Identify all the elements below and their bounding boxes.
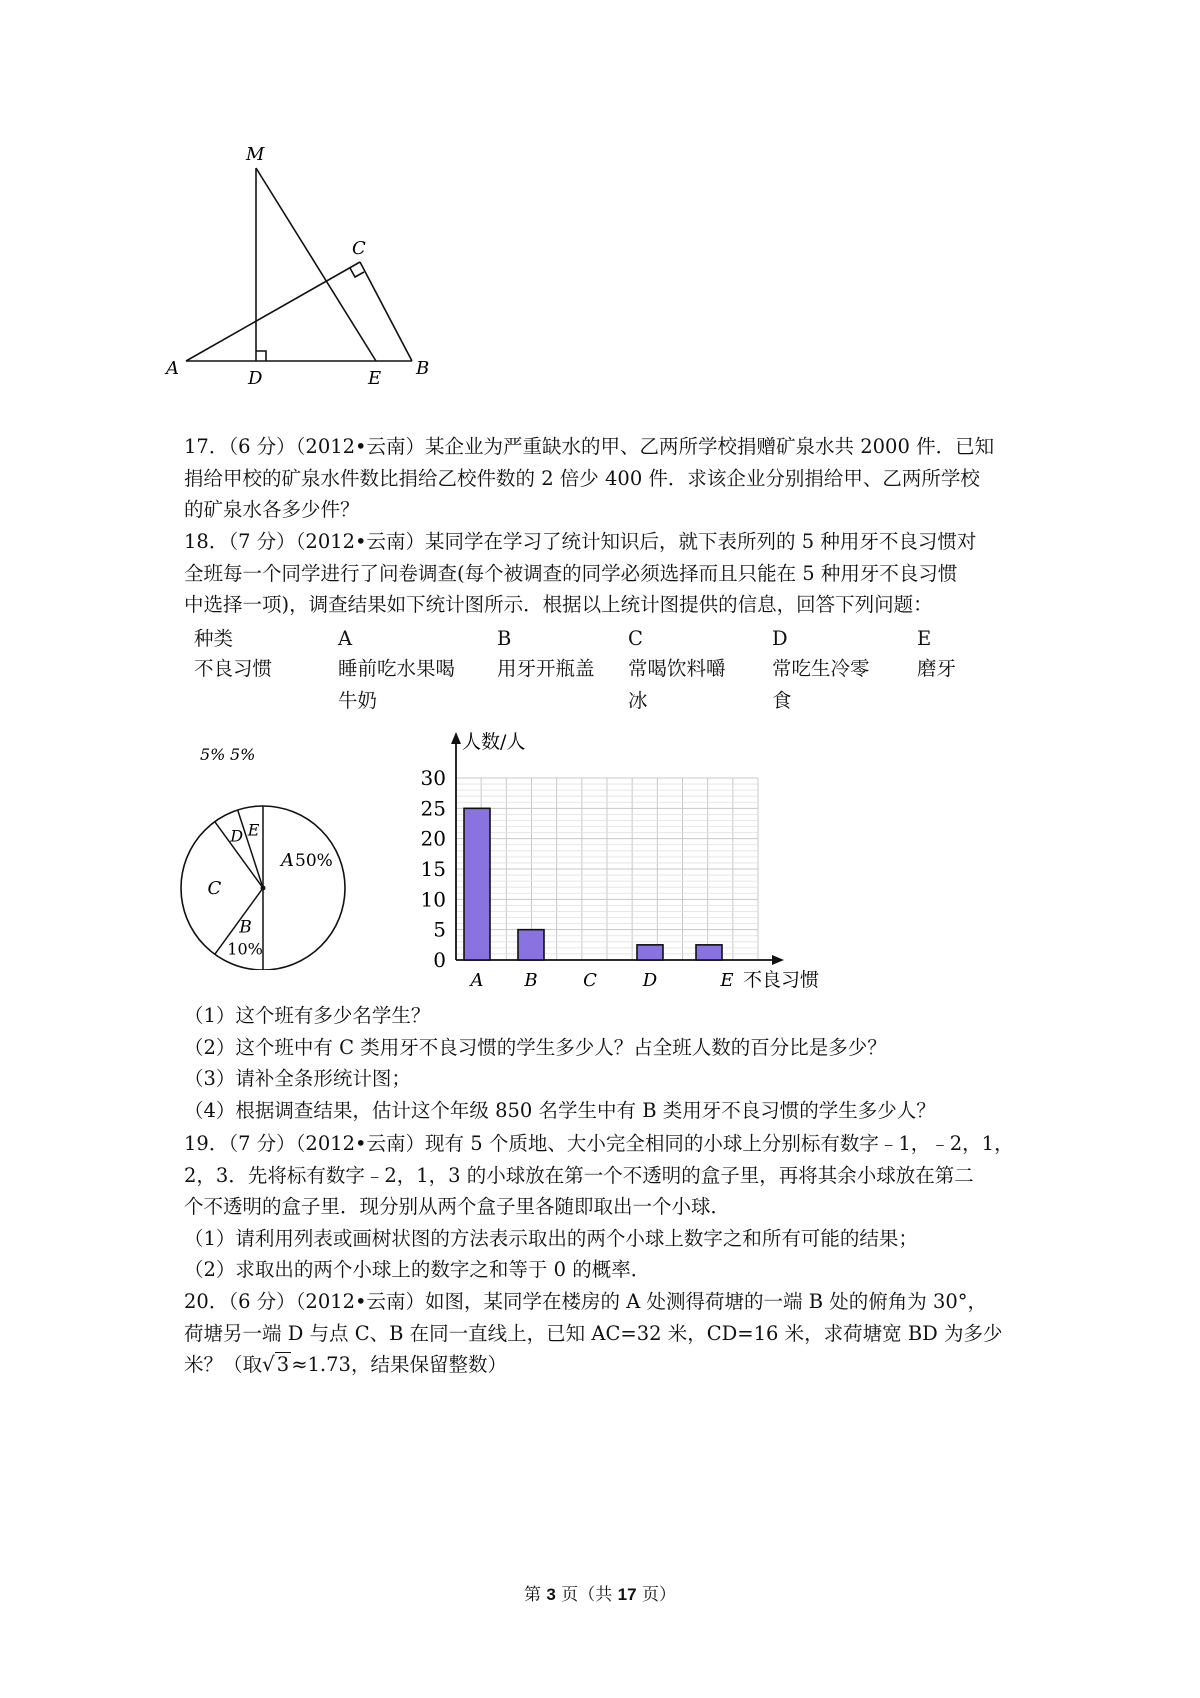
y-tick-label: 25 bbox=[420, 796, 446, 821]
q20-line bbox=[184, 1349, 1034, 1381]
x-tick-label: E bbox=[720, 970, 734, 990]
label-a: A bbox=[166, 358, 179, 379]
q20-line: 20．（6 分）（2012•云南）如图，某同学在楼房的 A 处测得荷塘的一端 B 处的俯角为 30°， bbox=[184, 1290, 988, 1313]
table-cell: 常喝饮料嚼 bbox=[628, 657, 726, 680]
footer-post: 页） bbox=[636, 1585, 676, 1605]
pie-chart bbox=[180, 738, 390, 970]
bar-chart bbox=[410, 728, 850, 990]
pie-value-a: 50% bbox=[295, 851, 333, 871]
question-17 bbox=[184, 431, 1034, 526]
table-cell: A bbox=[338, 627, 353, 650]
table-cell: 睡前吃水果喝 bbox=[338, 657, 456, 680]
question-20 bbox=[184, 1286, 1034, 1381]
pie-label-e: E bbox=[247, 820, 260, 840]
q19-line: （2）求取出的两个小球上的数字之和等于 0 的概率． bbox=[184, 1258, 651, 1281]
pie-center bbox=[261, 886, 266, 891]
x-tick-label: D bbox=[642, 970, 658, 990]
y-tick-label: 30 bbox=[420, 766, 446, 790]
table-cell: C bbox=[628, 627, 643, 650]
y-tick-label: 0 bbox=[433, 948, 446, 972]
table-cell: 牛奶 bbox=[338, 689, 378, 712]
table-cell: 种类 bbox=[194, 627, 234, 650]
x-tick-label: B bbox=[524, 970, 538, 990]
label-m: M bbox=[246, 144, 265, 165]
pie-value-b: 10% bbox=[227, 939, 263, 959]
geometry-figure bbox=[160, 140, 480, 410]
table-cell: 不良习惯 bbox=[194, 657, 273, 680]
q19-line: 19．（7 分）（2012•云南）现有 5 个质地、大小完全相同的小球上分别标有数字﹣1，﹣2，1， bbox=[184, 1132, 1014, 1155]
q19-line: 个不透明的盒子里．现分别从两个盒子里各随即取出一个小球． bbox=[184, 1195, 731, 1218]
table-cell: 用牙开瓶盖 bbox=[497, 657, 595, 680]
question-18 bbox=[184, 526, 1034, 621]
q20-line3-post: ≈1.73，结果保留整数） bbox=[291, 1353, 507, 1376]
x-tick-label: A bbox=[470, 970, 484, 990]
label-b: B bbox=[416, 358, 430, 379]
segment-cb bbox=[360, 262, 412, 361]
y-axis-arrow bbox=[451, 732, 461, 744]
y-tick-label: 5 bbox=[433, 917, 446, 942]
x-tick-label: C bbox=[583, 970, 597, 990]
q17-line: 捐给甲校的矿泉水件数比捐给乙校件数的 2 倍少 400 件．求该企业分别捐给甲、乙两所学校 bbox=[184, 466, 980, 490]
segment-ac bbox=[186, 262, 360, 361]
bar-e bbox=[696, 945, 722, 960]
footer-mid: 页（共 bbox=[555, 1585, 618, 1605]
y-tick-label: 20 bbox=[420, 826, 446, 851]
table-cell: B bbox=[497, 627, 512, 650]
q17-line: 的矿泉水各多少件？ bbox=[184, 498, 360, 521]
question-18-subquestions bbox=[184, 1000, 1034, 1126]
table-cell: 磨牙 bbox=[917, 657, 957, 680]
q18-subquestion: （2）这个班中有 C 类用牙不良习惯的学生多少人？占全班人数的百分比是多少？ bbox=[184, 1035, 887, 1059]
label-c: C bbox=[352, 238, 366, 259]
table-cell: E bbox=[917, 627, 932, 650]
sqrt-radicand: 3 bbox=[276, 1353, 290, 1376]
page-footer bbox=[0, 1580, 1200, 1605]
q19-line: （1）请利用列表或画树状图的方法表示取出的两个小球上数字之和所有可能的结果； bbox=[184, 1226, 918, 1250]
q18-subquestion: （4）根据调查结果，估计这个年级 850 名学生中有 B 类用牙不良习惯的学生多少人？ bbox=[184, 1098, 936, 1122]
table-cell: D bbox=[772, 627, 788, 650]
x-axis-arrow bbox=[772, 955, 784, 965]
right-angle-d bbox=[256, 351, 266, 361]
q18-line: 全班每一个同学进行了问卷调查(每个被调查的同学必须选择而且只能在 5 种用牙不良习惯 bbox=[184, 561, 958, 585]
y-tick-label: 15 bbox=[420, 857, 446, 881]
table-cell: 食 bbox=[772, 689, 792, 712]
bar-b bbox=[518, 930, 544, 960]
pie-value-d: 5% bbox=[200, 745, 226, 764]
q18-line: 18．（7 分）（2012•云南）某同学在学习了统计知识后，就下表所列的 5 种用牙不良习惯对 bbox=[184, 530, 977, 553]
footer-total-pages: 17 bbox=[617, 1585, 637, 1604]
label-d: D bbox=[248, 368, 263, 389]
q17-line: 17．（6 分）（2012•云南）某企业为严重缺水的甲、乙两所学校捐赠矿泉水共 2000 件．已知 bbox=[184, 435, 995, 458]
pie-label-d: D bbox=[230, 826, 244, 846]
question-19 bbox=[184, 1128, 1034, 1286]
q20-line3-pre: 米？（取 bbox=[184, 1353, 263, 1376]
q18-subquestion: （1）这个班有多少名学生？ bbox=[184, 1004, 431, 1027]
footer-pre: 第 bbox=[523, 1585, 547, 1605]
pie-label-a: A bbox=[281, 850, 294, 871]
y-tick-label: 10 bbox=[420, 887, 446, 912]
table-cell: 常吃生冷零 bbox=[772, 657, 870, 680]
pie-label-b: B bbox=[239, 917, 252, 938]
label-e: E bbox=[368, 368, 382, 389]
footer-page-number: 3 bbox=[546, 1585, 556, 1604]
table-cell: 冰 bbox=[628, 689, 648, 712]
sqrt-symbol: √ bbox=[262, 1352, 275, 1376]
segment-me bbox=[256, 168, 376, 361]
bar-a bbox=[464, 808, 490, 960]
bar-d bbox=[637, 945, 663, 960]
x-axis-label: 不良习惯 bbox=[743, 969, 820, 990]
y-axis-label: 人数/人 bbox=[462, 731, 526, 753]
pie-value-e: 5% bbox=[230, 745, 256, 764]
q19-line: 2，3．先将标有数字﹣2，1，3 的小球放在第一个不透明的盒子里，再将其余小球放在第二 bbox=[184, 1163, 974, 1187]
q18-subquestion: （3）请补全条形统计图； bbox=[184, 1067, 411, 1090]
q20-line: 荷塘另一端 D 与点 C、B 在同一直线上，已知 AC=32 米，CD=16 米，求荷塘宽 BD 为多少 bbox=[184, 1321, 1003, 1345]
pie-label-c: C bbox=[207, 878, 222, 899]
q18-line: 中选择一项)，调查结果如下统计图所示．根据以上统计图提供的信息，回答下列问题： bbox=[184, 593, 933, 616]
right-angle-c bbox=[350, 268, 364, 277]
